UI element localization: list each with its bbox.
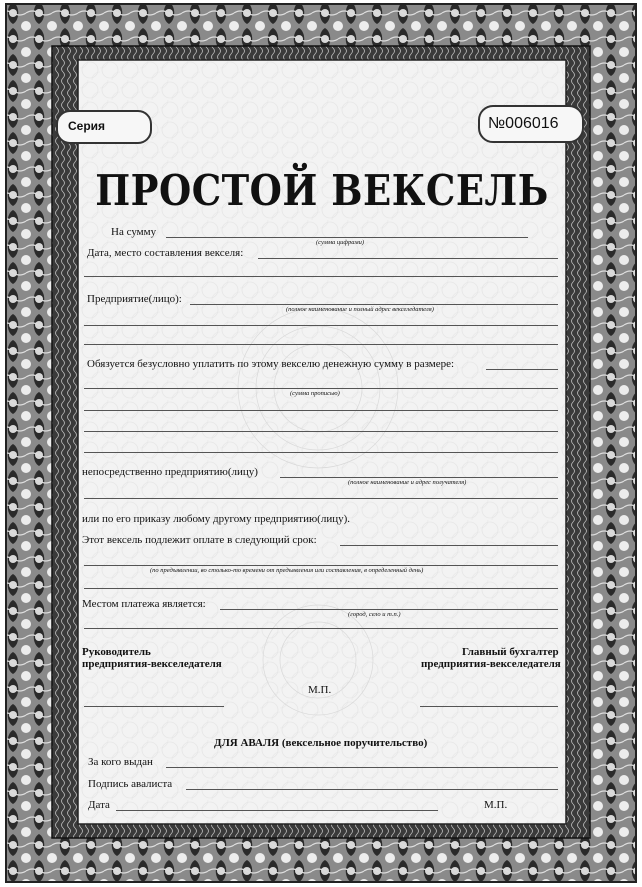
series-box bbox=[56, 110, 152, 144]
term-field-2[interactable] bbox=[84, 565, 558, 566]
enterprise-field-2[interactable] bbox=[84, 325, 558, 326]
amount-words-field-5[interactable] bbox=[84, 452, 558, 453]
accountant-title: Главный бухгалтер bbox=[462, 646, 559, 658]
place-hint: (город, село и т.п.) bbox=[348, 611, 401, 618]
payee-field-2[interactable] bbox=[84, 498, 558, 499]
document-title: ПРОСТОЙ ВЕКСЕЛЬ bbox=[95, 164, 549, 216]
number-box bbox=[478, 105, 584, 143]
aval-signature-field[interactable] bbox=[186, 789, 558, 790]
aval-issued-for-field[interactable] bbox=[166, 767, 558, 768]
enterprise-hint: (полное наименование и полный адрес векселедателя) bbox=[286, 306, 434, 313]
accountant-signature-field[interactable] bbox=[420, 706, 558, 707]
series-label: Серия bbox=[68, 119, 106, 133]
term-label: Этот вексель подлежит оплате в следующий срок: bbox=[82, 534, 317, 546]
enterprise-field[interactable] bbox=[190, 304, 558, 305]
date-place-field[interactable] bbox=[258, 258, 558, 259]
amount-label: На сумму bbox=[111, 226, 157, 238]
place-label: Местом платежа является: bbox=[82, 598, 206, 610]
amount-hint: (сумма цифрами) bbox=[316, 239, 365, 246]
aval-stamp: М.П. bbox=[484, 799, 508, 811]
obligation-label: Обязуется безусловно уплатить по этому векселю денежную сумму в размере: bbox=[87, 358, 455, 370]
document-number: №006016 bbox=[488, 115, 559, 132]
enterprise-field-3[interactable] bbox=[84, 344, 558, 345]
payee-label: непосредственно предприятию(лицу) bbox=[82, 466, 258, 478]
date-place-label: Дата, место составления векселя: bbox=[87, 247, 244, 259]
amount-words-field-4[interactable] bbox=[84, 431, 558, 432]
amount-words-field-2[interactable] bbox=[84, 388, 558, 389]
enterprise-label: Предприятие(лицо): bbox=[87, 293, 182, 305]
place-field-2[interactable] bbox=[84, 628, 558, 629]
term-field-3[interactable] bbox=[84, 588, 558, 589]
director-title: Руководитель bbox=[82, 646, 151, 658]
payee-field[interactable] bbox=[280, 477, 558, 478]
director-signature-field[interactable] bbox=[84, 706, 224, 707]
aval-date-field[interactable] bbox=[116, 810, 438, 811]
place-field[interactable] bbox=[220, 609, 558, 610]
aval-issued-for-label: За кого выдан bbox=[88, 756, 153, 768]
aval-signature-label: Подпись авалиста bbox=[88, 778, 173, 790]
director-subtitle: предприятия-векселедателя bbox=[82, 658, 222, 670]
amount-words-field-3[interactable] bbox=[84, 410, 558, 411]
amount-words-field[interactable] bbox=[486, 369, 558, 370]
accountant-subtitle: предприятия-векселедателя bbox=[421, 658, 561, 670]
date-place-field-2[interactable] bbox=[84, 276, 558, 277]
term-hint: (по предъявлении, во столько-то времени от предъявления или составления, в определенный день) bbox=[150, 567, 424, 574]
order-text: или по его приказу любому другому предприятию(лицу). bbox=[82, 513, 351, 525]
stamp-place: М.П. bbox=[308, 684, 332, 696]
payee-hint: (полное наименование и адрес получателя) bbox=[348, 479, 467, 486]
amount-words-hint: (сумма прописью) bbox=[290, 390, 340, 397]
amount-field[interactable] bbox=[166, 237, 528, 238]
aval-heading: ДЛЯ АВАЛЯ (вексельное поручительство) bbox=[214, 737, 428, 749]
aval-date-label: Дата bbox=[88, 799, 110, 811]
term-field[interactable] bbox=[340, 545, 558, 546]
